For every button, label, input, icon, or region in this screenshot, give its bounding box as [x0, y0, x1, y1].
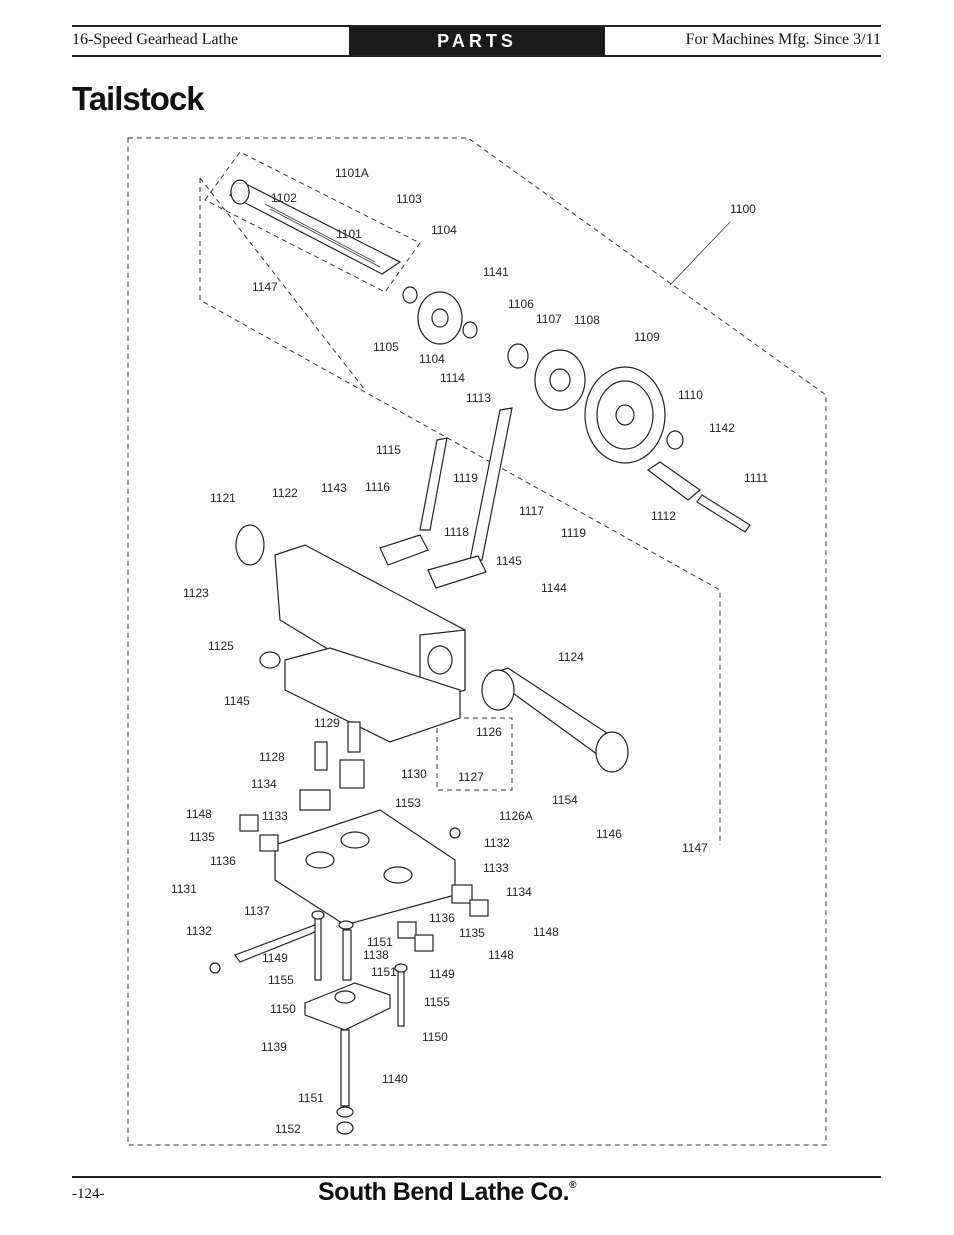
callout: 1112 — [651, 509, 676, 523]
callout: 1136 — [429, 911, 455, 925]
callout: 1123 — [183, 586, 209, 600]
callout: 1119 — [453, 471, 478, 485]
leader-1100 — [670, 222, 730, 285]
callout: 1146 — [596, 827, 622, 841]
callout: 1118 — [444, 525, 469, 539]
hex-nut — [337, 1122, 353, 1134]
callout: 1155 — [424, 995, 450, 1009]
callout: 1149 — [262, 951, 288, 965]
callout: 1140 — [382, 1072, 408, 1086]
callout: 1150 — [270, 1002, 296, 1016]
callout: 1132 — [484, 836, 510, 850]
wiper-ring — [236, 525, 264, 565]
callout: 1128 — [259, 750, 285, 764]
clamp-stud — [341, 1030, 349, 1106]
callout: 1121 — [210, 491, 236, 505]
callout: 1111 — [744, 471, 769, 485]
callout: 1117 — [519, 504, 544, 518]
callout: 1113 — [466, 391, 491, 405]
brand-name: South Bend Lathe Co. — [318, 1178, 570, 1206]
callout: 1132 — [186, 924, 212, 938]
callout: 1125 — [208, 639, 234, 653]
callout: 1124 — [558, 650, 584, 664]
tailstock-base — [275, 810, 455, 925]
callout: 1151 — [298, 1091, 324, 1105]
callout: 1104 — [431, 223, 457, 237]
callout: 1139 — [261, 1040, 287, 1054]
callout: 1133 — [483, 861, 509, 875]
callout: 1107 — [536, 312, 562, 326]
callout: 1127 — [458, 770, 484, 784]
callout: 1145 — [224, 694, 250, 708]
manufacture-date-note: For Machines Mfg. Since 3/11 — [685, 31, 881, 48]
lock-levers — [380, 408, 512, 588]
callout: 1126A — [499, 809, 533, 823]
adjust-screw-right — [450, 828, 460, 838]
callout: 1138 — [363, 948, 389, 962]
callout: 1148 — [186, 807, 212, 821]
callout: 1152 — [275, 1122, 301, 1136]
callout: 1103 — [396, 192, 422, 206]
callout: 1110 — [678, 388, 703, 402]
quill — [482, 668, 628, 772]
callout: 1133 — [262, 809, 288, 823]
callout: 1101A — [335, 166, 369, 180]
callout: 1106 — [508, 297, 534, 311]
callout: 1104 — [419, 352, 445, 366]
assembly-envelope — [200, 178, 720, 845]
callout: 1122 — [272, 486, 298, 500]
lead-screw — [230, 180, 400, 274]
callout: 1102 — [271, 191, 297, 205]
callout: 1151 — [367, 935, 393, 949]
callout: 1136 — [210, 854, 236, 868]
flat-washer — [337, 1107, 353, 1117]
brand-logo — [318, 1178, 576, 1207]
callout: 1145 — [496, 554, 522, 568]
callout: 1142 — [709, 421, 735, 435]
callout: 1143 — [321, 481, 347, 495]
page-title: Tailstock — [72, 80, 204, 117]
cap-plug — [260, 652, 280, 668]
callout: 1147 — [252, 280, 278, 294]
callout: 1141 — [483, 265, 509, 279]
callout: 1134 — [506, 885, 532, 899]
callout: 1116 — [365, 480, 390, 494]
callout: 1149 — [429, 967, 455, 981]
callout: 1131 — [171, 882, 197, 896]
graduated-dial — [535, 350, 585, 410]
callout: 1134 — [251, 777, 277, 791]
callout: 1153 — [395, 796, 421, 810]
callout: 1150 — [422, 1030, 448, 1044]
clamp-block — [305, 983, 390, 1030]
callout: 1126 — [476, 725, 502, 739]
callout: 1119 — [561, 526, 586, 540]
callout: 1109 — [634, 330, 660, 344]
callout: 1114 — [440, 371, 465, 385]
callout: 1129 — [314, 716, 340, 730]
callout: 1151 — [371, 965, 397, 979]
callout: 1115 — [376, 443, 401, 457]
callout-labels — [171, 166, 768, 1136]
callout: 1135 — [189, 830, 215, 844]
callout: 1130 — [401, 767, 427, 781]
callout: 1101 — [336, 227, 362, 241]
page-number: -124- — [72, 1186, 105, 1202]
machine-name: 16-Speed Gearhead Lathe — [72, 31, 239, 48]
callout: 1137 — [244, 904, 270, 918]
callout: 1105 — [373, 340, 399, 354]
section-label: PARTS — [349, 27, 605, 55]
callout: 1135 — [459, 926, 485, 940]
callout: 1154 — [552, 793, 578, 807]
handwheel — [585, 367, 683, 463]
callout: 1148 — [533, 925, 559, 939]
callout: 1148 — [488, 948, 514, 962]
callout: 1155 — [268, 973, 294, 987]
clamp-pins — [315, 722, 364, 788]
callout: 1147 — [682, 841, 708, 855]
callout: 1144 — [541, 581, 567, 595]
adjust-screw — [210, 963, 220, 973]
callout: 1108 — [574, 313, 600, 327]
registered-mark: ® — [569, 1180, 576, 1191]
callout: 1100 — [730, 202, 756, 216]
